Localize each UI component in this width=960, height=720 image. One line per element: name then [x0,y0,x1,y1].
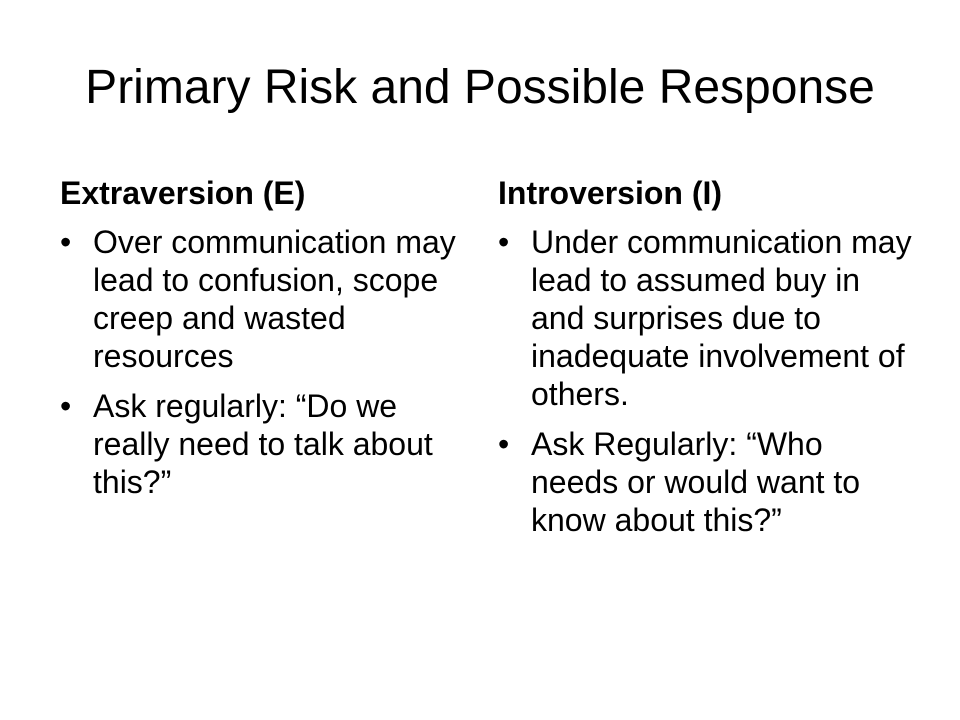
bullet-list-extraversion [60,223,470,501]
bullet-dot-icon: • [498,224,510,260]
bullet-item [498,425,918,539]
slide-title: Primary Risk and Possible Response [85,61,875,114]
column-heading-introversion: Introversion (I) [498,175,723,211]
column-heading-extraversion: Extraversion (E) [60,175,306,211]
bullet-dot-icon: • [60,388,72,424]
bullet-text: Under communication may lead to assumed buy in and surprises due to inadequate involvement of others. [531,224,912,412]
bullet-list-introversion [498,223,918,539]
column-introversion [498,172,918,551]
bullet-text: Ask Regularly: “Who needs or would want to know about this?” [531,426,861,538]
bullet-item [498,223,918,413]
bullet-item [60,387,470,501]
column-extraversion [60,172,470,513]
bullet-dot-icon: • [60,224,72,260]
bullet-item [60,223,470,375]
bullet-dot-icon: • [498,426,510,462]
bullet-text: Over communication may lead to confusion, scope creep and wasted resources [93,224,456,374]
bullet-text: Ask regularly: “Do we really need to talk about this?” [93,388,433,500]
